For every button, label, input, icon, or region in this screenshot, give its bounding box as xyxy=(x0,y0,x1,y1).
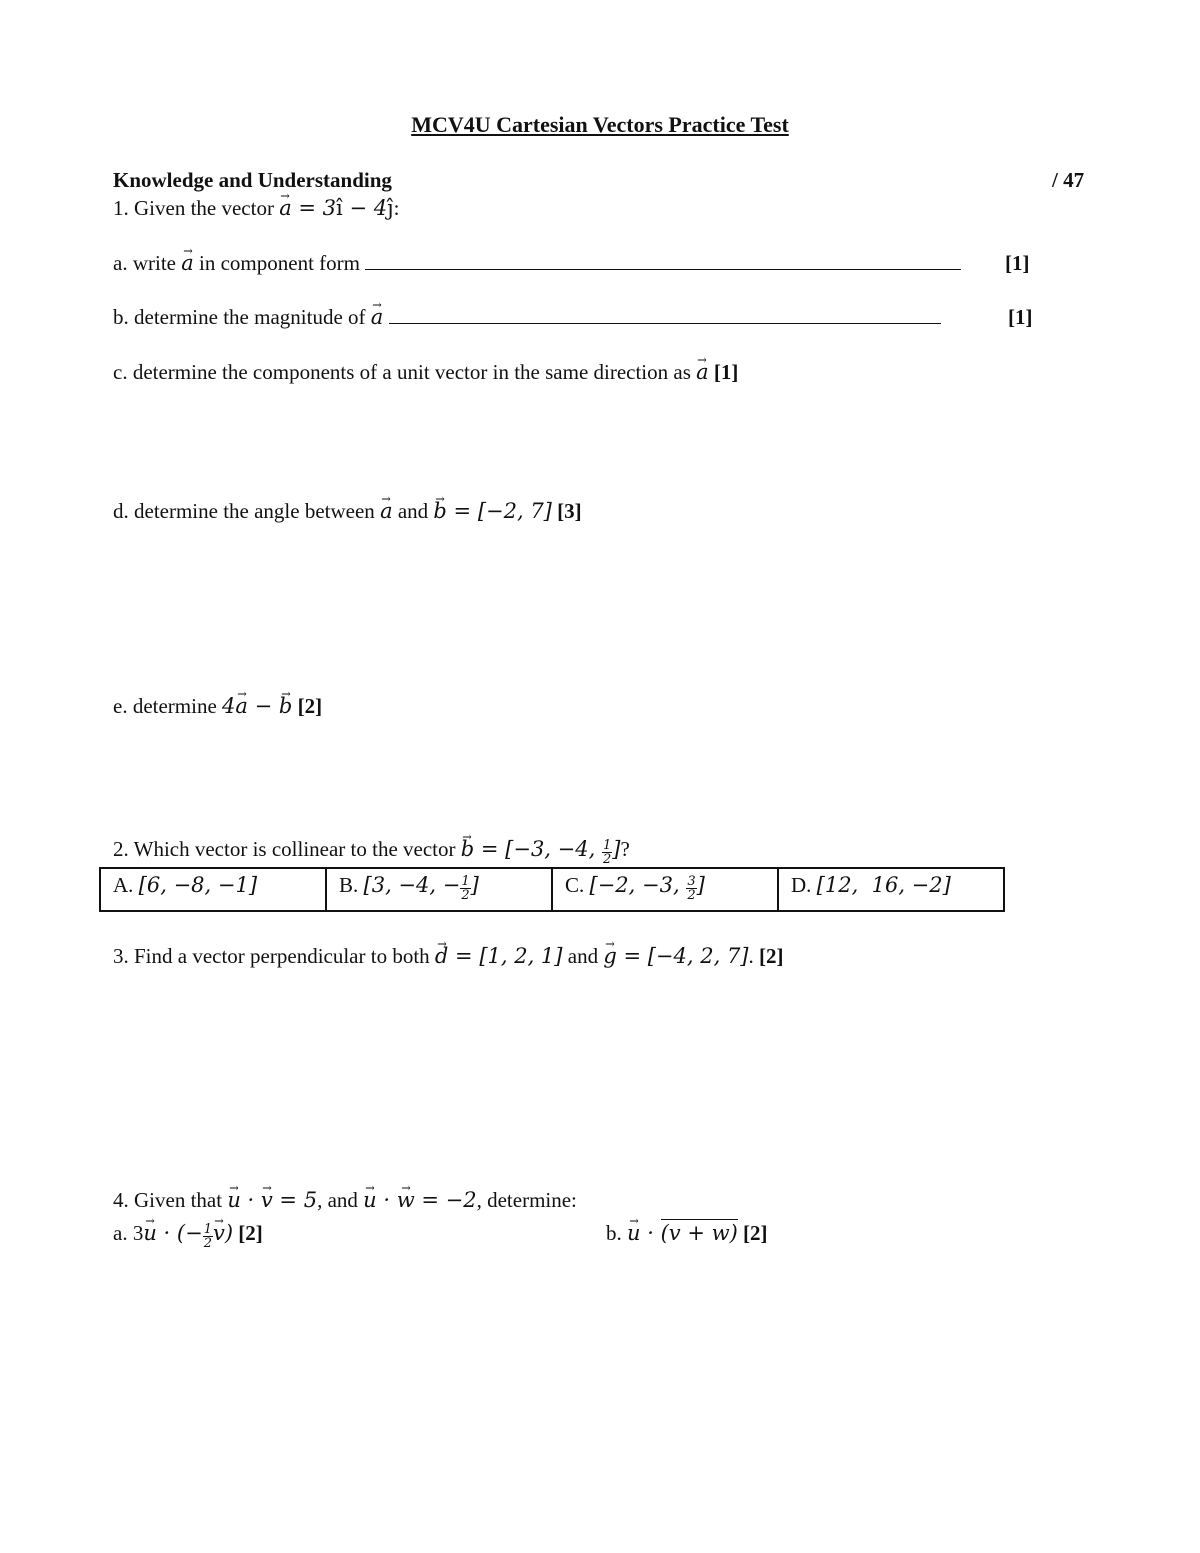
q1b-answer-blank[interactable] xyxy=(389,322,941,324)
q1b-marks: [1] xyxy=(1008,305,1033,329)
q3-prompt-text: 3. Find a vector perpendicular to both xyxy=(113,944,435,968)
q4-given-1: → u · → v = 5 xyxy=(227,1188,317,1212)
q3-vector-d: → d = [1, 2, 1] xyxy=(435,944,563,968)
q3-vector-g: → g = [−4, 2, 7] xyxy=(603,944,748,968)
q2-option-a[interactable]: A. [6, −8, −1] xyxy=(100,868,326,911)
q2-option-c[interactable]: C. [−2, −3, $\frac{3}{2}$ ] xyxy=(552,868,778,911)
q4a-line xyxy=(113,1223,263,1250)
q1d-label: d. determine the angle between xyxy=(113,499,381,523)
q1e-line xyxy=(113,696,322,717)
q2-prompt: 2. Which vector is collinear to the vector → b = [−3, −4, $\frac{1}{2}$ ]? xyxy=(113,839,630,866)
q4-prompt: 4. Given that → u · → v = 5, and → u · → w = −2, determine: xyxy=(113,1190,577,1211)
q1e-label: e. determine xyxy=(113,694,223,718)
q1b-line: b. determine the magnitude of → a xyxy=(113,307,941,328)
q4-prompt-text: 4. Given that xyxy=(113,1188,228,1212)
page-title: MCV4U Cartesian Vectors Practice Test xyxy=(411,112,789,137)
q1-vector-expression: → a = 3î − 4ĵ xyxy=(279,196,393,220)
q4a-label: a. 3 xyxy=(113,1221,144,1245)
q1a-line: a. write → a in component form xyxy=(113,253,961,274)
q3-prompt: 3. Find a vector perpendicular to both → d = [1, 2, 1] and → g = [−4, 2, 7]. [2] xyxy=(113,946,784,967)
q4b-expression: → u · (v + w) xyxy=(627,1221,738,1245)
q1c-label: c. determine the components of a unit vector in the same direction as xyxy=(113,360,697,384)
q1e-marks: [2] xyxy=(297,694,323,718)
q2-choices-table xyxy=(99,867,1005,912)
q4-given-2: → u · → w = −2 xyxy=(363,1188,476,1212)
q1c-marks: [1] xyxy=(713,360,739,384)
q4a-marks: [2] xyxy=(238,1221,263,1245)
q2-option-d[interactable]: D. [12, 16, −2] xyxy=(778,868,1004,911)
section-score: / 47 xyxy=(1052,168,1085,192)
q2-vector-b: → b = [−3, −4, $\frac{1}{2}$ ] xyxy=(461,837,621,861)
q1a-marks: [1] xyxy=(1005,251,1030,275)
q1-intro: 1. Given the vector → a = 3î − 4ĵ: xyxy=(113,198,399,219)
q1a-answer-blank[interactable] xyxy=(365,268,961,270)
q1a-suffix: in component form xyxy=(193,251,366,275)
q1e-expression: 4→ a − → b xyxy=(222,694,292,718)
q4a-expression: → u · (− $\frac{1}{2}$ → v) xyxy=(143,1221,233,1245)
q2-option-b[interactable]: B. [3, −4, − $\frac{1}{2}$ ] xyxy=(326,868,552,911)
section-heading: Knowledge and Understanding xyxy=(113,168,392,192)
q1d-line: d. determine the angle between → a and → b = [−2, 7] [3] xyxy=(113,501,582,522)
q1d-vector-b: → b = [−2, 7] xyxy=(433,499,551,523)
q1-intro-text: 1. Given the vector xyxy=(113,196,280,220)
q1a-label: a. write xyxy=(113,251,182,275)
q1c-line: c. determine the components of a unit vector in the same direction as → a [1] xyxy=(113,362,738,383)
q4b-label: b. xyxy=(606,1221,627,1245)
q2-prompt-text: 2. Which vector is collinear to the vector xyxy=(113,837,461,861)
q4b-marks: [2] xyxy=(743,1221,768,1245)
q4b-line xyxy=(606,1223,768,1244)
q1b-label: b. determine the magnitude of xyxy=(113,305,371,329)
q1d-marks: [3] xyxy=(557,499,582,523)
q3-marks: [2] xyxy=(759,944,784,968)
